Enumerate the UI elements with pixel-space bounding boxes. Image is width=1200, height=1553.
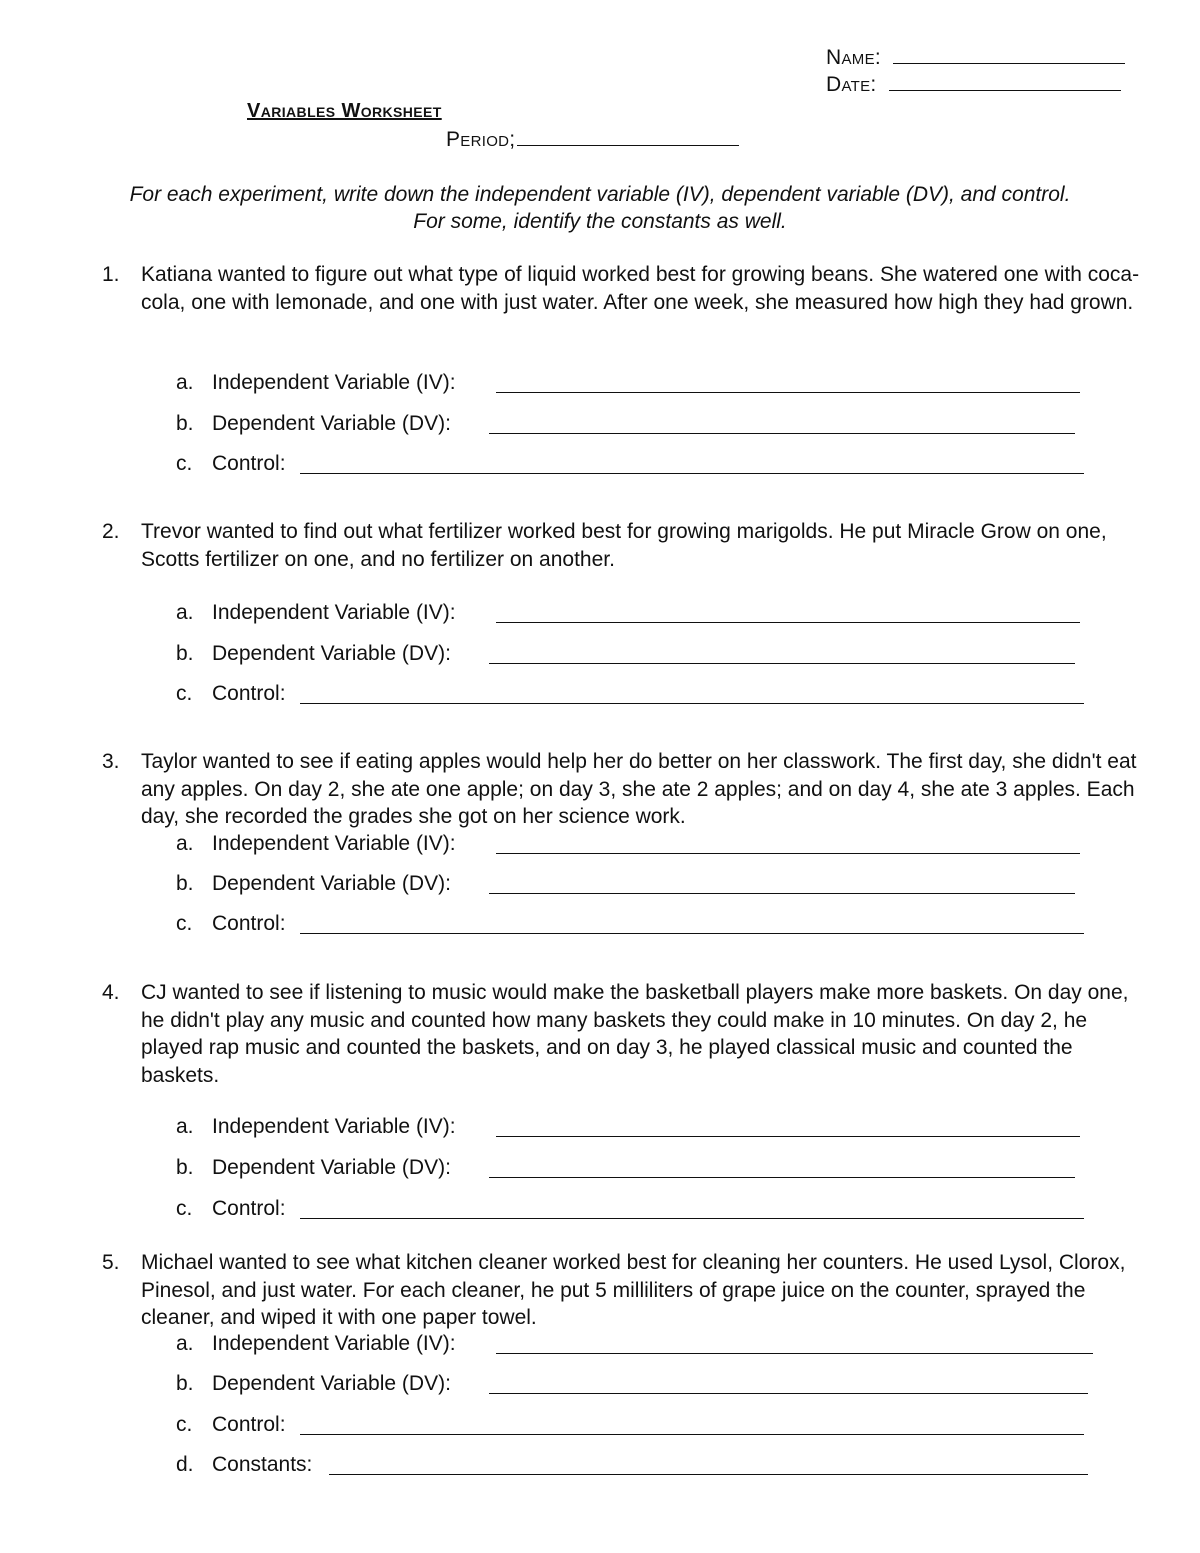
question-number: 5. [102,1251,120,1274]
answer-label: Independent Variable (IV): [212,371,456,394]
q2-answer-dv[interactable] [176,641,451,667]
answer-letter: a. [176,1115,194,1138]
name-field[interactable] [826,45,1125,71]
answer-label: Control: [212,1197,286,1220]
worksheet-title: Variables Worksheet [247,100,442,122]
answer-blank[interactable] [496,853,1080,854]
answer-blank[interactable] [329,1474,1088,1475]
answer-label: Dependent Variable (DV): [212,872,451,895]
q2-answer-control[interactable] [176,681,286,707]
q4-answer-control[interactable] [176,1196,286,1222]
answer-letter: c. [176,912,193,935]
answer-blank[interactable] [489,433,1075,434]
answer-letter: d. [176,1453,194,1476]
question-text: Taylor wanted to see if eating apples would help her do better on her classwork. The first day, she didn't eat any apples. On day 2, she ate one apple; on day 3, she ate 2 apples; and on day 4, she ate 3 apples. Each day, she recorded the grades she got on her science work. [141,750,1137,828]
answer-blank[interactable] [489,893,1075,894]
answer-blank[interactable] [300,703,1084,704]
answer-blank[interactable] [300,1218,1084,1219]
answer-label: Independent Variable (IV): [212,1332,456,1355]
q5-answer-constants[interactable] [176,1452,312,1478]
question-number: 2. [102,520,120,543]
answer-blank[interactable] [496,392,1080,393]
q1-answer-control[interactable] [176,451,286,477]
q5-answer-dv[interactable] [176,1371,451,1397]
answer-blank[interactable] [496,1136,1080,1137]
answer-letter: b. [176,412,194,435]
answer-blank[interactable] [496,622,1080,623]
answer-letter: c. [176,1197,193,1220]
answer-label: Independent Variable (IV): [212,601,456,624]
answer-letter: c. [176,452,193,475]
q5-answer-control[interactable] [176,1412,286,1438]
name-label: Name: [826,46,882,69]
instructions-line-1: For each experiment, write down the independent variable (IV), dependent variable (DV), and control. [129,183,1071,206]
answer-letter: a. [176,1332,194,1355]
answer-label: Control: [212,912,286,935]
answer-letter: c. [176,1413,193,1436]
question-text: Trevor wanted to find out what fertilizer worked best for growing marigolds. He put Miracle Grow on one, Scotts fertilizer on one, and no fertilizer on another. [141,520,1107,571]
answer-label: Control: [212,452,286,475]
answer-label: Control: [212,1413,286,1436]
answer-letter: a. [176,371,194,394]
answer-letter: b. [176,1372,194,1395]
q1-answer-dv[interactable] [176,411,451,437]
question-number: 4. [102,981,120,1004]
q5-answer-iv[interactable] [176,1331,456,1357]
answer-label: Independent Variable (IV): [212,832,456,855]
q4-answer-dv[interactable] [176,1155,451,1181]
answer-label: Dependent Variable (DV): [212,412,451,435]
answer-letter: b. [176,1156,194,1179]
date-field[interactable] [826,72,1121,98]
date-blank[interactable] [889,72,1121,91]
question-5 [102,1249,1142,1332]
answer-label: Constants: [212,1453,313,1476]
answer-letter: a. [176,601,194,624]
q3-answer-control[interactable] [176,911,286,937]
question-1 [102,261,1142,316]
instructions [40,181,1160,235]
question-3 [102,748,1142,831]
answer-label: Dependent Variable (DV): [212,642,451,665]
q1-answer-iv[interactable] [176,370,456,396]
answer-blank[interactable] [489,1393,1088,1394]
question-2 [102,518,1142,573]
question-4 [102,979,1142,1089]
q4-answer-iv[interactable] [176,1114,456,1140]
answer-blank[interactable] [489,663,1075,664]
answer-label: Dependent Variable (DV): [212,1372,451,1395]
period-blank[interactable] [517,127,739,146]
question-text: Michael wanted to see what kitchen cleaner worked best for cleaning her counters. He used Lysol, Clorox, Pinesol, and just water. For each cleaner, he put 5 milliliters of grape juice on the counter, sprayed the cleaner, and wiped it with one paper towel. [141,1251,1126,1329]
answer-blank[interactable] [300,933,1084,934]
answer-blank[interactable] [496,1353,1093,1354]
answer-letter: b. [176,642,194,665]
answer-blank[interactable] [489,1177,1075,1178]
answer-blank[interactable] [300,1434,1084,1435]
q3-answer-dv[interactable] [176,871,451,897]
period-label: Period; [446,128,516,151]
name-blank[interactable] [893,45,1125,64]
question-number: 1. [102,263,120,286]
q2-answer-iv[interactable] [176,600,456,626]
answer-letter: b. [176,872,194,895]
answer-blank[interactable] [300,473,1084,474]
answer-label: Control: [212,682,286,705]
period-field[interactable] [446,127,739,153]
q3-answer-iv[interactable] [176,831,456,857]
date-label: Date: [826,73,877,96]
question-text: Katiana wanted to figure out what type of liquid worked best for growing beans. She watered one with coca-cola, one with lemonade, and one with just water. After one week, she measured how high they had grown. [141,263,1140,314]
question-text: CJ wanted to see if listening to music would make the basketball players make more baskets. On day one, he didn't play any music and counted how many baskets they could make in 10 minutes. On day 2, he played rap music and counted the baskets, and on day 3, he played classical music and counted the baskets. [141,981,1129,1087]
question-number: 3. [102,750,120,773]
answer-letter: c. [176,682,193,705]
instructions-line-2: For some, identify the constants as well. [413,210,787,233]
answer-letter: a. [176,832,194,855]
answer-label: Dependent Variable (DV): [212,1156,451,1179]
answer-label: Independent Variable (IV): [212,1115,456,1138]
